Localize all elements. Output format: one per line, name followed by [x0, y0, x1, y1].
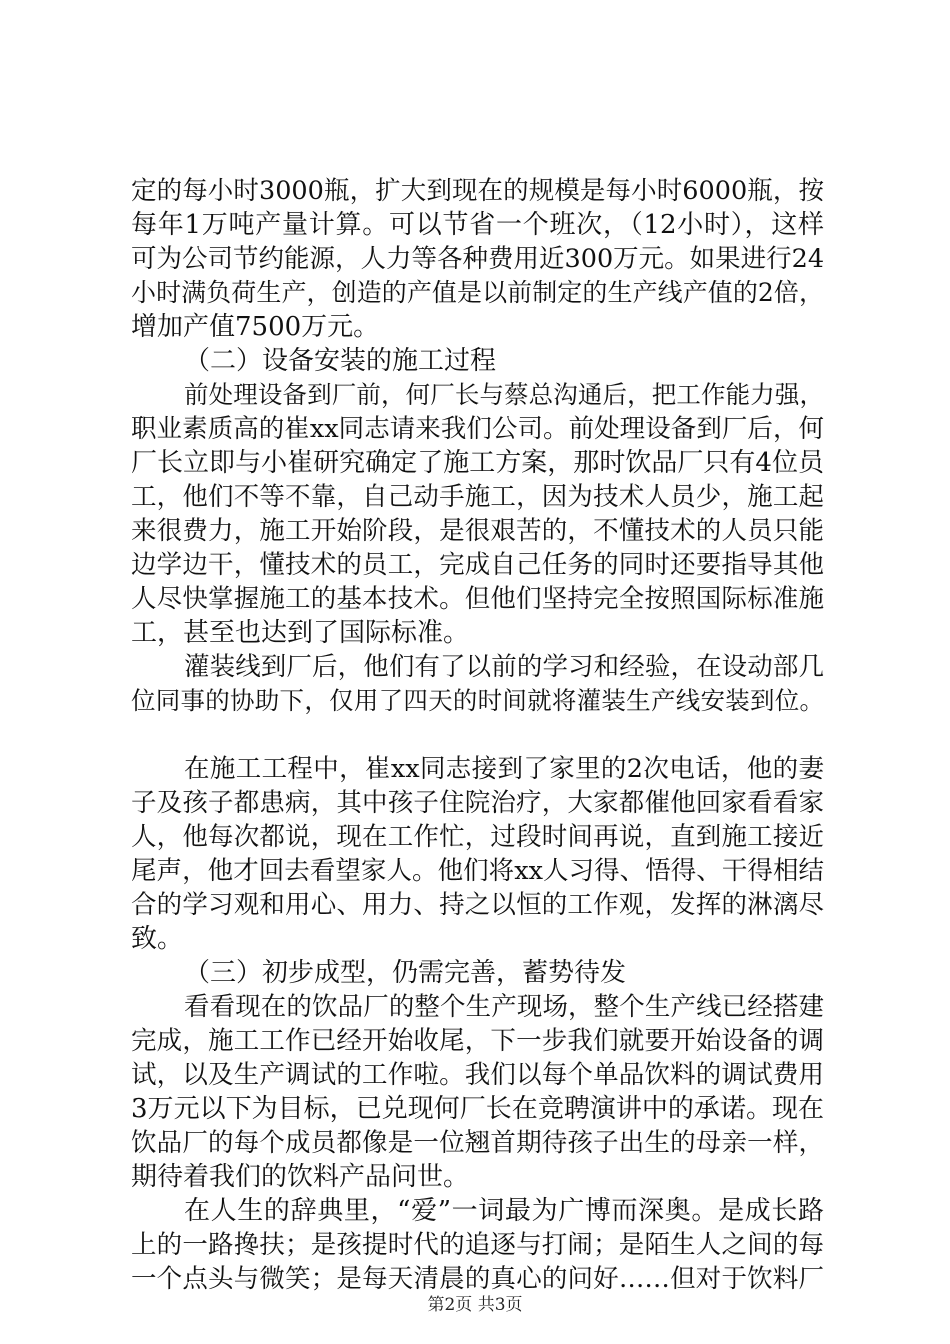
text-line: 边学边干，懂技术的员工，完成自己任务的同时还要指导其他 — [131, 550, 824, 580]
text-line: 试，以及生产调试的工作啦。我们以每个单品饮料的调试费用 — [131, 1060, 824, 1090]
text-line: 期待着我们的饮料产品问世。 — [131, 1162, 470, 1192]
text-line: 看看现在的饮品厂的整个生产现场，整个生产线已经搭建 — [184, 992, 824, 1022]
text-line: 饮品厂的每个成员都像是一位翘首期待孩子出生的母亲一样， — [131, 1128, 824, 1158]
text-line: 在施工工程中，崔xx同志接到了家里的2次电话，他的妻 — [184, 754, 824, 784]
text-line: 尾声，他才回去看望家人。他们将xx人习得、悟得、干得相结 — [131, 856, 824, 886]
text-line: 在人生的辞典里，“爱”一词最为广博而深奥。是成长路 — [184, 1196, 824, 1226]
text-line: 前处理设备到厂前，何厂长与蔡总沟通后，把工作能力强， — [184, 380, 824, 409]
text-line: 小时满负荷生产，创造的产值是以前制定的生产线产值的2倍， — [131, 278, 824, 307]
text-line: 定的每小时3000瓶，扩大到现在的规模是每小时6000瓶，按 — [131, 176, 824, 206]
text-line: 子及孩子都患病，其中孩子住院治疗，大家都催他回家看看家 — [131, 788, 824, 818]
text-line: 来很费力，施工开始阶段，是很艰苦的，不懂技术的人员只能 — [131, 516, 824, 546]
text-line: 可为公司节约能源，人力等各种费用近300万元。如果进行24 — [131, 244, 825, 274]
text-line: 每年1万吨产量计算。可以节省一个班次，（12小时），这样 — [131, 210, 824, 240]
text-line: 完成，施工工作已经开始收尾，下一步我们就要开始设备的调 — [131, 1026, 824, 1056]
text-line: 增加产值7500万元。 — [131, 312, 380, 342]
text-line: 人，他每次都说，现在工作忙，过段时间再说，直到施工接近 — [131, 822, 824, 852]
text-line: 位同事的协助下，仅用了四天的时间就将灌装生产线安装到位。 — [131, 686, 824, 715]
text-line: 3万元以下为目标，已兑现何厂长在竞聘演讲中的承诺。现在 — [131, 1094, 824, 1124]
text-line: 厂长立即与小崔研究确定了施工方案，那时饮品厂只有4位员 — [131, 448, 824, 478]
text-line: 工，他们不等不靠，自己动手施工，因为技术人员少，施工起 — [131, 482, 824, 512]
section-heading: （二）设备安装的施工过程 — [184, 346, 497, 376]
text-line: 合的学习观和用心、用力、持之以恒的工作观，发挥的淋漓尽 — [131, 890, 824, 920]
text-line: 灌装线到厂后，他们有了以前的学习和经验，在设动部几 — [184, 652, 824, 682]
text-line: 上的一路搀扶；是孩提时代的追逐与打闹；是陌生人之间的每 — [131, 1230, 824, 1260]
page-footer: 第2页 共3页 — [427, 1295, 523, 1315]
text-line: 致。 — [131, 924, 184, 954]
text-line: 职业素质高的崔xx同志请来我们公司。前处理设备到厂后，何 — [131, 414, 824, 444]
section-heading: （三）初步成型，仍需完善，蓄势待发 — [184, 958, 627, 988]
text-line: 一个点头与微笑；是每天清晨的真心的问好……但对于饮料厂 — [131, 1264, 824, 1294]
text-line: 工，甚至也达到了国际标准。 — [131, 618, 470, 648]
text-line: 人尽快掌握施工的基本技术。但他们坚持完全按照国际标准施 — [131, 584, 824, 614]
